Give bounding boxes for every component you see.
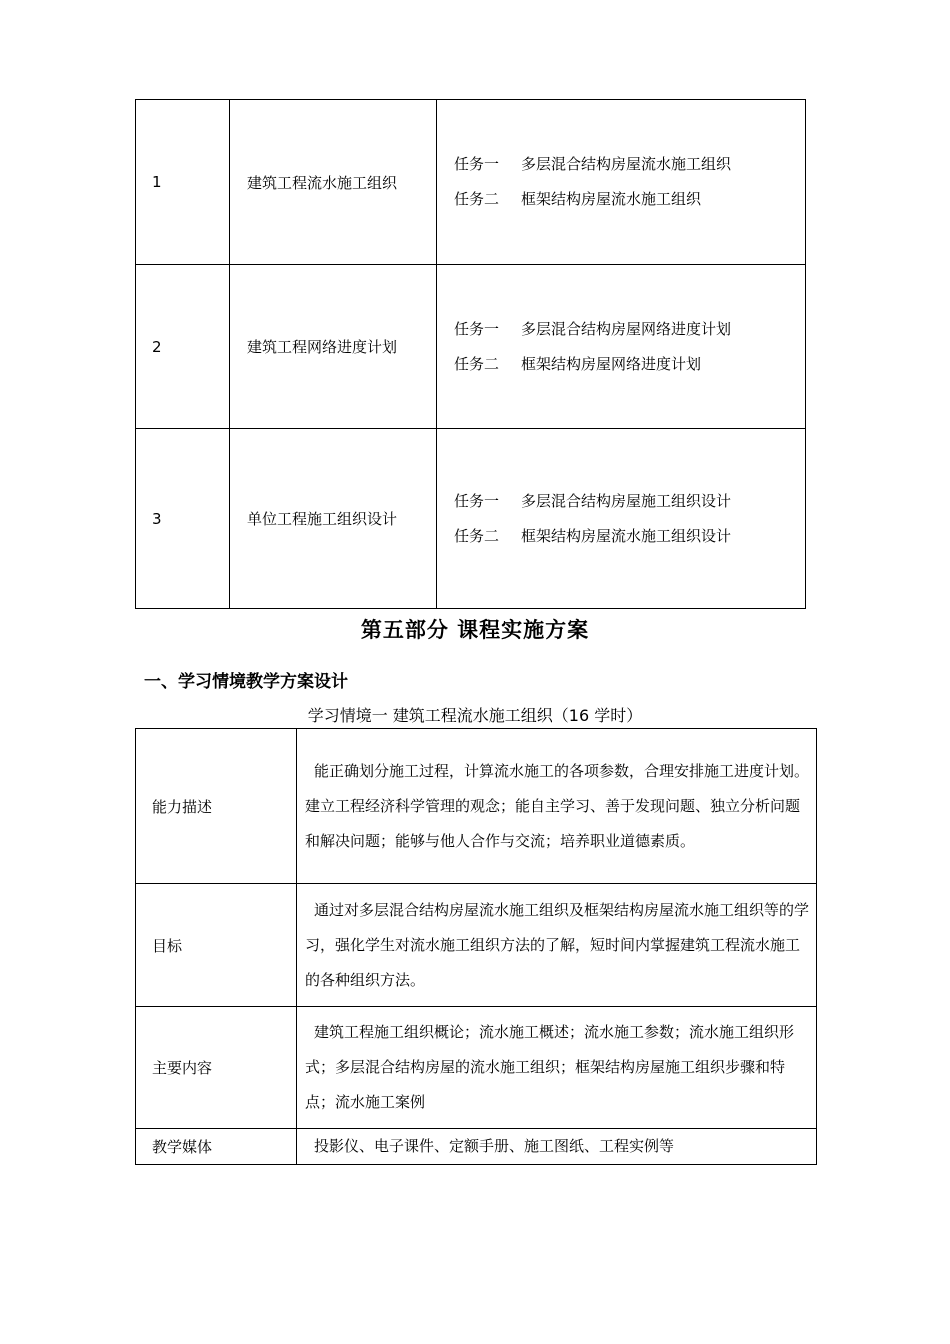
unit-name: 建筑工程网络进度计划 bbox=[230, 265, 437, 429]
unit-number: 1 bbox=[136, 100, 230, 265]
table-row bbox=[136, 100, 806, 265]
row-label: 能力描述 bbox=[136, 729, 297, 884]
row-content: 建筑工程施工组织概论；流水施工概述；流水施工参数；流水施工组织形式；多层混合结构房屋的流水施工组织；框架结构房屋施工组织步骤和特点；流水施工案例 bbox=[297, 1007, 817, 1129]
row-content: 通过对多层混合结构房屋流水施工组织及框架结构房屋流水施工组织等的学习，强化学生对流水施工组织方法的了解，短时间内掌握建筑工程流水施工的各种组织方法。 bbox=[297, 884, 817, 1007]
unit-tasks bbox=[437, 100, 806, 265]
unit-name: 单位工程施工组织设计 bbox=[230, 429, 437, 609]
task-prefix: 任务一 bbox=[454, 155, 500, 173]
table-row bbox=[136, 265, 806, 429]
row-label: 主要内容 bbox=[136, 1007, 297, 1129]
task-text: 多层混合结构房屋流水施工组织 bbox=[521, 155, 732, 173]
scenario-table bbox=[135, 728, 817, 1165]
row-label: 目标 bbox=[136, 884, 297, 1007]
task-text: 框架结构房屋流水施工组织 bbox=[521, 190, 702, 208]
row-label: 教学媒体 bbox=[136, 1129, 297, 1165]
table-row bbox=[136, 884, 817, 1007]
table-row bbox=[136, 429, 806, 609]
task-line bbox=[454, 347, 805, 382]
section-heading: 一、学习情境教学方案设计 bbox=[144, 672, 348, 692]
unit-number: 3 bbox=[136, 429, 230, 609]
units-table bbox=[135, 99, 806, 609]
task-line bbox=[454, 484, 805, 519]
task-prefix: 任务二 bbox=[454, 354, 500, 373]
table-row bbox=[136, 1007, 817, 1129]
row-content: 投影仪、电子课件、定额手册、施工图纸、工程实例等 bbox=[297, 1129, 817, 1165]
task-text: 框架结构房屋流水施工组织设计 bbox=[521, 526, 732, 545]
task-prefix: 任务一 bbox=[454, 491, 500, 510]
task-line bbox=[454, 519, 805, 554]
task-prefix: 任务二 bbox=[454, 190, 500, 208]
table-row bbox=[136, 729, 817, 884]
row-content: 能正确划分施工过程，计算流水施工的各项参数，合理安排施工进度计划。建立工程经济科学管理的观念；能自主学习、善于发现问题、独立分析问题和解决问题；能够与他人合作与交流；培养职业道德素质。 bbox=[297, 729, 817, 884]
task-text: 框架结构房屋网络进度计划 bbox=[521, 354, 702, 373]
task-line bbox=[454, 312, 805, 347]
task-text: 多层混合结构房屋网络进度计划 bbox=[521, 319, 732, 338]
unit-name: 建筑工程流水施工组织 bbox=[230, 100, 437, 265]
unit-tasks bbox=[437, 429, 806, 609]
task-line bbox=[454, 182, 805, 217]
table-row bbox=[136, 1129, 817, 1165]
task-prefix: 任务一 bbox=[454, 319, 500, 338]
task-prefix: 任务二 bbox=[454, 526, 500, 545]
unit-tasks bbox=[437, 265, 806, 429]
scenario-title: 学习情境一 建筑工程流水施工组织（16 学时） bbox=[307, 706, 643, 725]
task-line bbox=[454, 147, 805, 182]
unit-number: 2 bbox=[136, 265, 230, 429]
part-title: 第五部分 课程实施方案 bbox=[360, 618, 590, 642]
task-text: 多层混合结构房屋施工组织设计 bbox=[521, 491, 732, 510]
